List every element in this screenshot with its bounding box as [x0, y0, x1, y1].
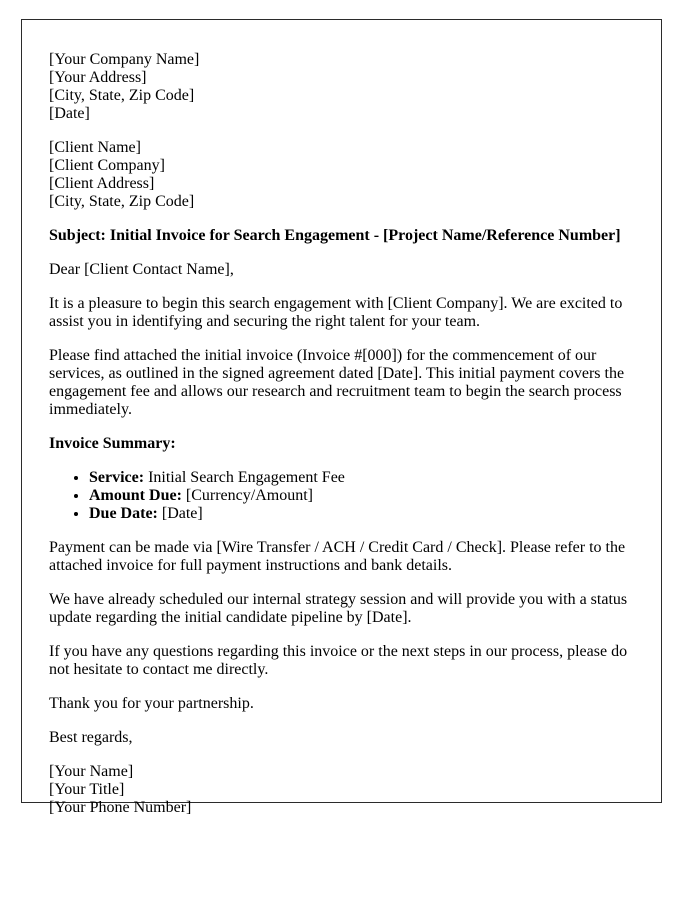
sender-company: [Your Company Name] — [49, 51, 200, 68]
summary-item-amount-due — [89, 487, 634, 505]
paragraph-intro: It is a pleasure to begin this search engagement with [Client Company]. We are excited to assist you in identifying and securing the right talent for your team. — [49, 295, 623, 330]
client-city-state-zip: [City, State, Zip Code] — [49, 193, 195, 210]
summary-item-amount-due-label: Amount Due: — [89, 487, 182, 504]
letter-document — [21, 19, 662, 816]
signature-name: [Your Name] — [49, 763, 134, 780]
summary-item-due-date-label: Due Date: — [89, 505, 158, 522]
paragraph-thanks: Thank you for your partnership. — [49, 695, 254, 712]
letter-date: [Date] — [49, 105, 90, 122]
subject-line: Subject: Initial Invoice for Search Engagement - [Project Name/Reference Number] — [49, 227, 621, 244]
signature-block — [49, 763, 634, 817]
summary-item-service-value: Initial Search Engagement Fee — [148, 469, 345, 486]
signature-title: [Your Title] — [49, 781, 125, 798]
summary-item-amount-due-value: [Currency/Amount] — [185, 487, 313, 504]
closing: Best regards, — [49, 729, 133, 746]
summary-item-service-label: Service: — [89, 469, 145, 486]
sender-city-state-zip: [City, State, Zip Code] — [49, 87, 195, 104]
salutation: Dear [Client Contact Name], — [49, 261, 234, 278]
paragraph-questions: If you have any questions regarding this invoice or the next steps in our process, please do not hesitate to contact me directly. — [49, 643, 628, 678]
summary-item-service — [89, 469, 634, 487]
invoice-summary-heading: Invoice Summary: — [49, 435, 176, 452]
sender-address: [Your Address] — [49, 69, 147, 86]
recipient-address-block — [49, 139, 634, 211]
invoice-summary-list — [49, 469, 634, 523]
summary-item-due-date-value: [Date] — [161, 505, 203, 522]
client-address: [Client Address] — [49, 175, 155, 192]
client-company: [Client Company] — [49, 157, 165, 174]
signature-phone: [Your Phone Number] — [49, 799, 192, 816]
summary-item-due-date — [89, 505, 634, 523]
paragraph-payment-methods: Payment can be made via [Wire Transfer / ACH / Credit Card / Check]. Please refer to the attached invoice for full payment instructions and bank details. — [49, 539, 626, 574]
paragraph-status-update: We have already scheduled our internal strategy session and will provide you with a status update regarding the initial candidate pipeline by [Date]. — [49, 591, 628, 626]
paragraph-invoice-attached: Please find attached the initial invoice (Invoice #[000]) for the commencement of our services, as outlined in the signed agreement dated [Date]. This initial payment covers the engagement fee and allows our research and recruitment team to begin the search process immediately. — [49, 347, 625, 418]
sender-address-block — [49, 51, 634, 123]
client-name: [Client Name] — [49, 139, 141, 156]
